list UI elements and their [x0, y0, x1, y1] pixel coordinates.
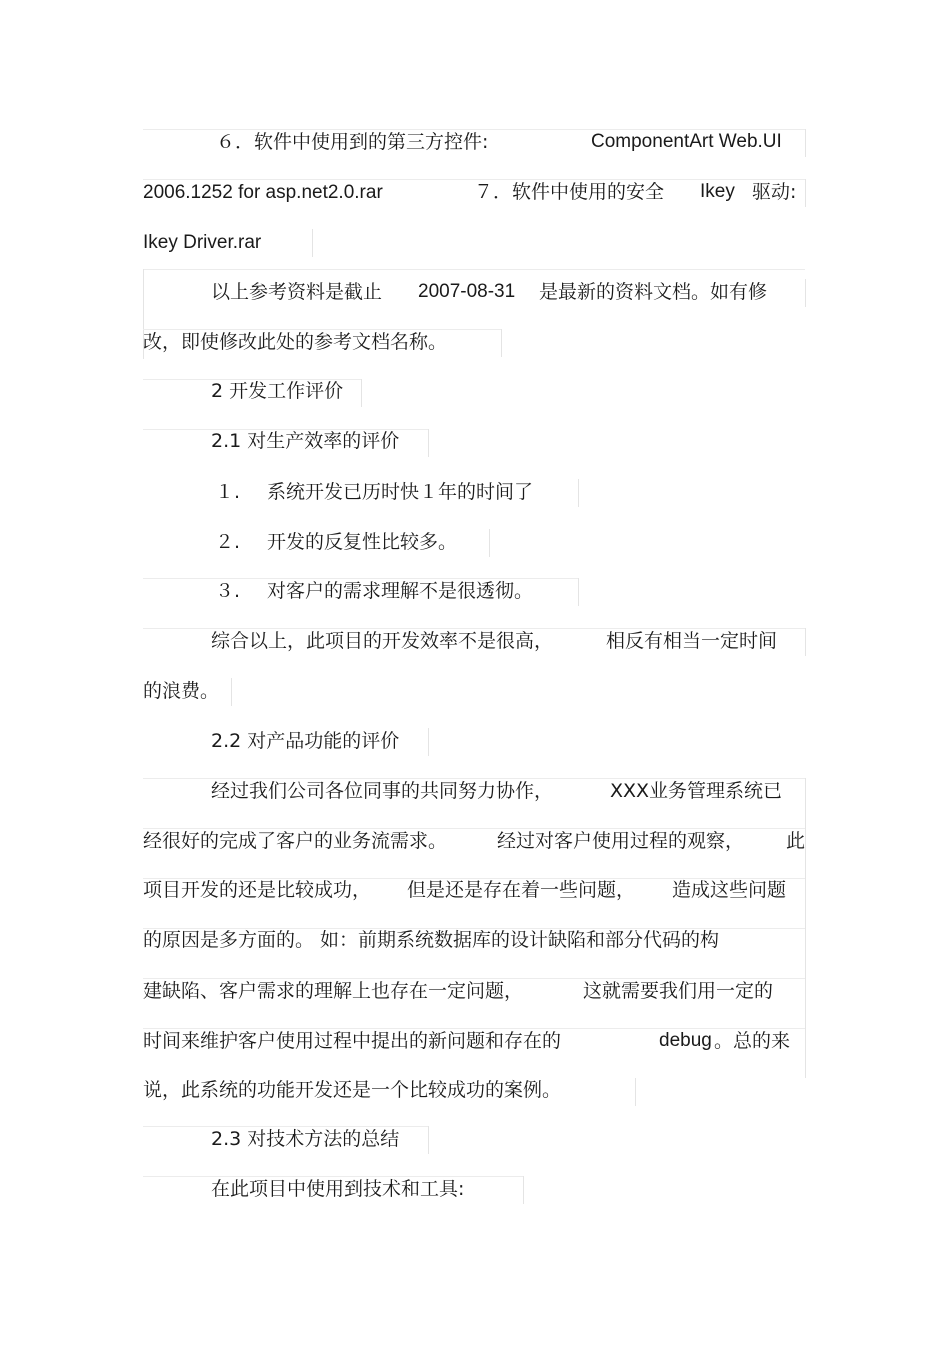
rule	[805, 628, 806, 656]
item-7-label: ７．软件中使用的安全	[474, 181, 665, 203]
line-3	[143, 230, 261, 254]
item-6-label: ６．软件中使用到的第三方控件:	[216, 131, 489, 153]
line-11: 综合以上，此项目的开发效率不是很高， 相反有相当一定时间	[211, 630, 778, 652]
line-19: 时间来维护客户使用过程中提出的新问题和存在的 debug 。总的来	[143, 1030, 791, 1052]
component-name: ComponentArt Web.UI	[591, 131, 782, 152]
rule	[428, 728, 429, 756]
line-22: 在此项目中使用到技术和工具:	[211, 1178, 465, 1200]
list-text: 开发的反复性比较多。	[267, 531, 458, 553]
ikey-word: Ikey	[700, 181, 735, 202]
rule	[489, 529, 490, 557]
rule	[805, 129, 806, 157]
list-item	[143, 530, 458, 554]
line-20: 说，此系统的功能开发还是一个比较成功的案例。	[143, 1079, 562, 1101]
list-item	[143, 579, 534, 603]
reference-text-c: 改，即使修改此处的参考文档名称。	[143, 331, 448, 353]
rule	[361, 379, 362, 407]
line-17: 的原因是多方面的。 如：前期系统数据库的设计缺陷和部分代码的构	[143, 929, 720, 951]
rule	[501, 329, 502, 357]
line-4	[143, 280, 768, 304]
section-2-2-heading: 2.2 对产品功能的评价	[211, 730, 400, 752]
reference-text-a: 以上参考资料是截止	[211, 281, 383, 303]
line-2	[143, 180, 797, 204]
driver-word: 驱动:	[752, 181, 797, 203]
line-16: 项目开发的还是比较成功， 但是还是存在着一些问题， 造成这些问题	[143, 879, 787, 901]
rule	[312, 229, 313, 257]
rule	[428, 429, 429, 457]
rule	[578, 479, 579, 507]
rule	[805, 279, 806, 307]
rule	[805, 179, 806, 207]
list-number: １.	[215, 481, 241, 503]
list-text: 系统开发已历时快１年的时间了	[267, 481, 534, 503]
list-item	[143, 480, 534, 504]
section-2-heading: 2 开发工作评价	[211, 380, 344, 402]
rule	[428, 1126, 429, 1154]
list-text: 对客户的需求理解不是很透彻。	[267, 580, 534, 602]
list-number: ２.	[215, 531, 241, 553]
rule	[143, 269, 805, 270]
section-2-1-heading: 2.1 对生产效率的评价	[211, 430, 400, 452]
rule	[805, 778, 806, 1078]
line-18: 建缺陷、客户需求的理解上也存在一定问题， 这就需要我们用一定的	[143, 980, 774, 1002]
rule	[635, 1078, 636, 1106]
rule	[231, 678, 232, 706]
reference-text-b: 是最新的资料文档。如有修	[539, 281, 768, 303]
debug-word: debug	[659, 1030, 712, 1051]
line-12: 的浪费。	[143, 680, 220, 702]
driver-file: Ikey Driver.rar	[143, 232, 262, 253]
reference-date: 2007-08-31	[418, 281, 516, 302]
component-file: 2006.1252 for asp.net2.0.rar	[143, 182, 383, 203]
rule	[523, 1176, 524, 1204]
rule	[578, 578, 579, 606]
line-1	[143, 130, 782, 154]
line-5	[143, 330, 447, 354]
line-14: 经过我们公司各位同事的共同努力协作， XXX业务管理系统已	[211, 780, 783, 802]
list-number: ３.	[215, 580, 241, 602]
section-2-3-heading: 2.3 对技术方法的总结	[211, 1128, 400, 1150]
line-15: 经很好的完成了客户的业务流需求。 经过对客户使用过程的观察， 此	[143, 830, 806, 852]
